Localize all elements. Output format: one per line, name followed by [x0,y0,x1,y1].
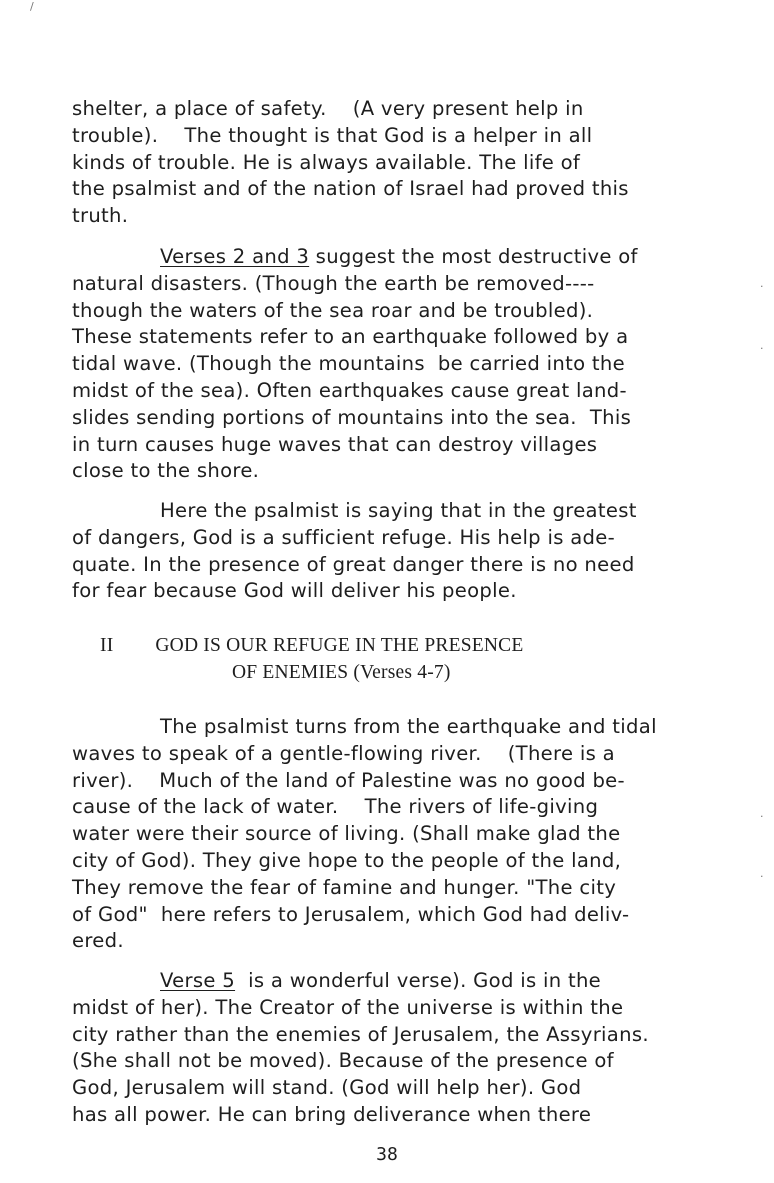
text-line: slides sending portions of mountains into the sea. This [72,405,632,429]
scan-speck: · [760,810,764,823]
scan-speck: · [760,870,764,883]
text-line: though the waters of the sea roar and be troubled). [72,298,594,322]
text-line [72,968,732,995]
text-line: truth. [72,204,129,228]
text-line: quate. In the presence of great danger there is no need [72,552,635,576]
section-numeral: II [100,635,114,656]
text-line: trouble). The thought is that God is a helper in all [72,123,593,147]
text-line: (She shall not be moved). Because of the presence of [72,1049,614,1073]
paragraph-shelter [72,96,732,230]
scan-speck: · [760,342,764,355]
text-line: tidal wave. (Though the mountains be carried into the [72,352,625,376]
paragraph-river [72,714,732,955]
text-line: These statements refer to an earthquake followed by a [72,325,629,349]
text-line: midst of her). The Creator of the universe is within the [72,995,624,1019]
text-line: Here the psalmist is saying that in the greatest [160,499,637,522]
text-line: They remove the fear of famine and hunger. "The city [72,875,617,899]
text-line: The psalmist turns from the earthquake and tidal [160,715,657,738]
text-line: city rather than the enemies of Jerusalem, the Assyrians. [72,1022,649,1046]
text-line: waves to speak of a gentle-flowing river. (There is a [72,741,615,765]
text-line: close to the shore. [72,459,260,483]
text-line: cause of the lack of water. The rivers of life-giving [72,795,599,819]
heading-subtitle: OF ENEMIES (Verses 4-7) [232,661,451,683]
text-line: water were their source of living. (Shall make glad the [72,822,621,846]
paragraph-verse-5 [72,968,732,1129]
paragraph-greatest-dangers [72,498,732,605]
text-line: ered. [72,929,124,953]
paragraph-verses-2-3 [72,244,732,485]
scan-speck: · [760,280,764,293]
text-line: has all power. He can bring deliverance when there [72,1102,592,1126]
text-fragment: suggest the most destructive of [309,245,638,268]
text-line: kinds of trouble. He is always available. The life of [72,150,581,174]
text-line: city of God). They give hope to the people of the land, [72,848,622,872]
text-line: the psalmist and of the nation of Israel had proved this [72,177,629,201]
text-line: midst of the sea). Often earthquakes cause great land- [72,378,627,402]
text-line: river). Much of the land of Palestine was no good be- [72,768,625,792]
verse-reference: Verses 2 and 3 [160,245,310,268]
text-fragment: is a wonderful verse). God is in the [235,969,602,992]
text-line [72,244,732,271]
heading-line [100,633,700,660]
heading-title: GOD IS OUR REFUGE IN THE PRESENCE [155,635,524,656]
text-line: for fear because God will deliver his people. [72,579,517,603]
text-line: of dangers, God is a sufficient refuge. His help is ade- [72,525,615,549]
text-line: in turn causes huge waves that can destroy villages [72,432,598,456]
page-number: 38 [376,1144,398,1165]
text-line: shelter, a place of safety. (A very present help in [72,97,584,120]
text-line: God, Jerusalem will stand. (God will help her). God [72,1076,582,1100]
verse-reference: Verse 5 [160,969,236,992]
text-line: natural disasters. (Though the earth be removed---- [72,271,595,295]
scan-speck: / [30,0,34,13]
text-line: of God" here refers to Jerusalem, which God had deliv- [72,902,630,926]
section-heading [100,633,700,686]
